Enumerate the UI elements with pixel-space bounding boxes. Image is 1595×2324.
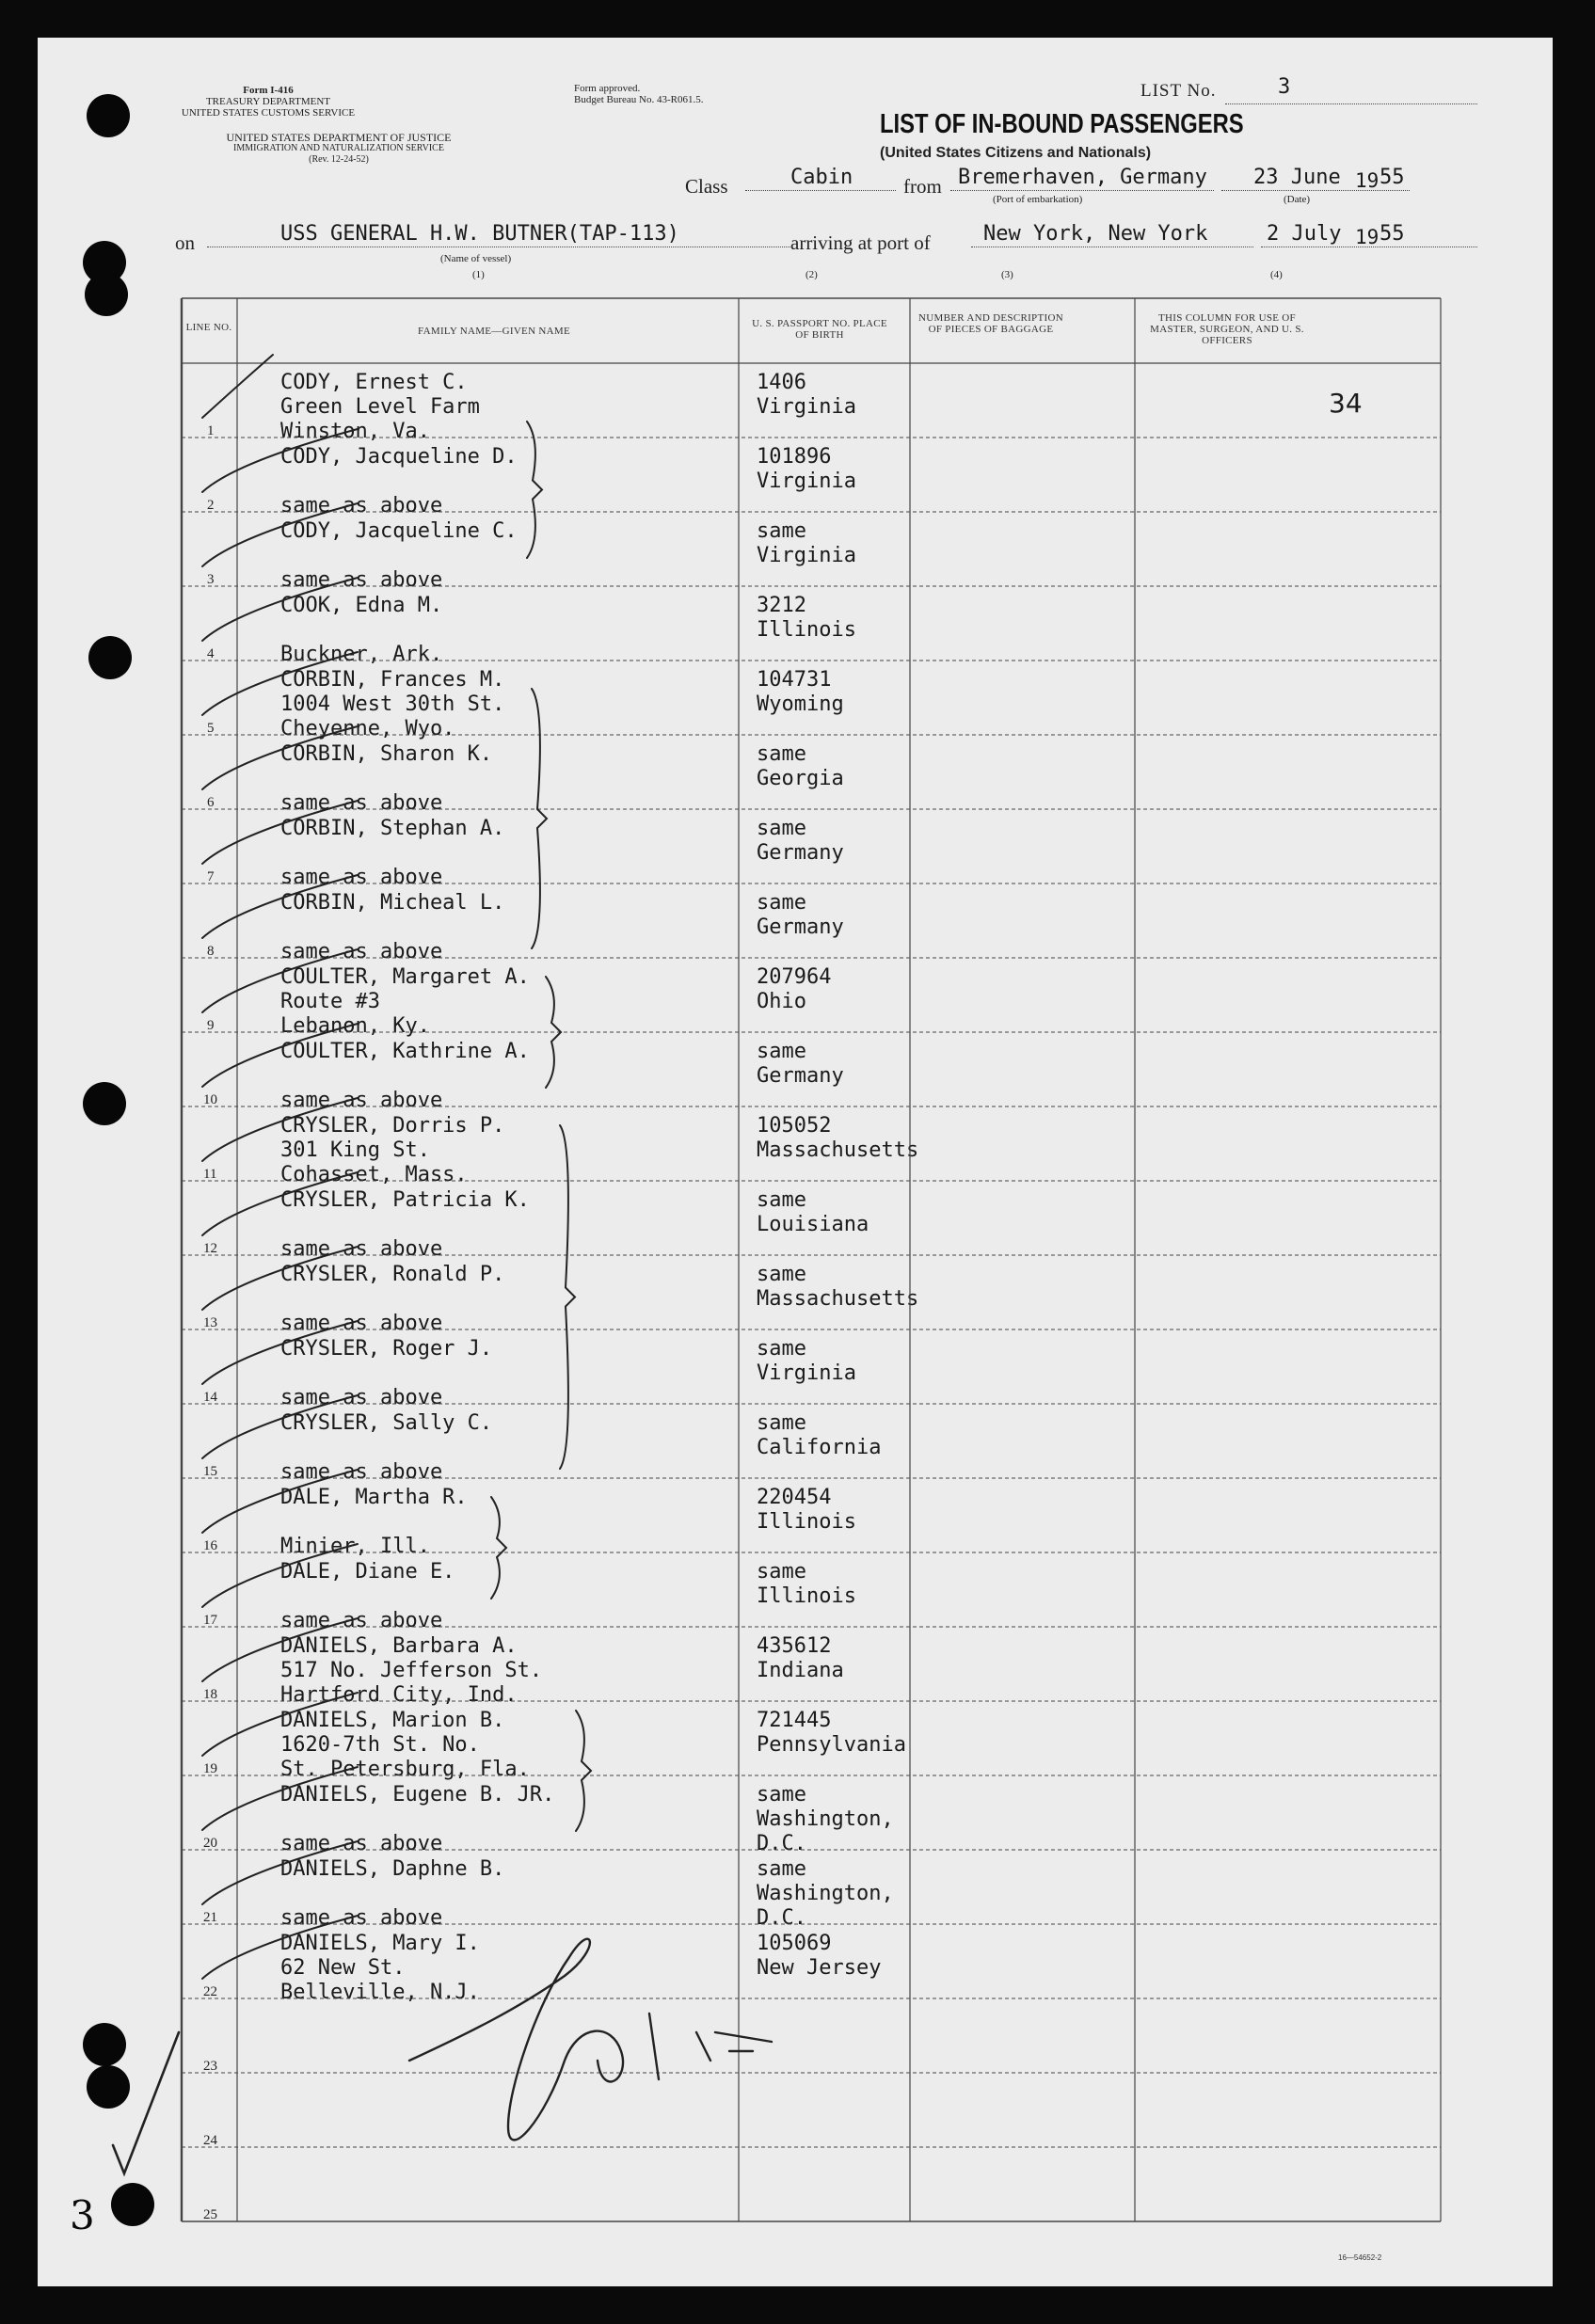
passenger-name: DANIELS, Mary I. [280, 1932, 480, 1955]
place-of-birth: D.C. [757, 1906, 806, 1930]
line-number: 2 [207, 498, 215, 513]
passport-number: same [757, 1411, 806, 1435]
table-grid [38, 38, 1553, 2286]
passenger-name: COOK, Edna M. [280, 594, 443, 617]
passenger-address: same as above [280, 1386, 443, 1409]
place-of-birth: Germany [757, 1064, 844, 1088]
passenger-address: Lebanon, Ky. [280, 1014, 430, 1038]
handwritten-mark [202, 429, 358, 492]
place-of-birth: Indiana [757, 1659, 844, 1682]
form-approved-text: Form approved. [574, 83, 641, 94]
place-of-birth: New Jersey [757, 1956, 882, 1980]
place-of-birth: Virginia [757, 395, 856, 419]
passenger-address: Winston, Va. [280, 420, 430, 443]
place-of-birth: Wyoming [757, 692, 844, 716]
passport-number: 721445 [757, 1709, 832, 1732]
line-number: 23 [203, 2059, 217, 2074]
handwritten-mark [202, 578, 358, 641]
arrival-date-day: 2 July [1267, 222, 1342, 246]
depart-date-prefix: 19 [1355, 169, 1380, 192]
handwritten-mark [202, 801, 358, 864]
line-number: 18 [203, 1687, 217, 1702]
handwritten-mark [202, 1693, 358, 1756]
passport-number: 1406 [757, 371, 806, 394]
passenger-address: 62 New St. [280, 1956, 406, 1980]
passport-number: 435612 [757, 1634, 832, 1658]
passport-number: same [757, 1337, 806, 1361]
passenger-name: CODY, Ernest C. [280, 371, 468, 394]
depart-date-year: 55 [1380, 166, 1405, 189]
arrival-date-prefix: 19 [1355, 226, 1380, 248]
depart-date-day: 23 June [1253, 166, 1341, 189]
on-label: on [175, 231, 195, 254]
place-of-birth: Washington, [757, 1807, 894, 1831]
passenger-address: St. Petersburg, Fla. [280, 1758, 530, 1781]
line-number: 25 [203, 2207, 217, 2222]
from-label: from [903, 175, 942, 198]
passenger-address: 1620-7th St. No. [280, 1733, 480, 1757]
line-number: 19 [203, 1761, 217, 1776]
handwritten-mark [202, 726, 358, 789]
handwritten-mark [202, 1098, 358, 1161]
line-number: 20 [203, 1836, 217, 1851]
passport-number: 105069 [757, 1932, 832, 1955]
passenger-name: DANIELS, Marion B. [280, 1709, 505, 1732]
header-baggage: NUMBER AND DESCRIPTION OF PIECES OF BAGGAGE [918, 312, 1063, 335]
passenger-address: same as above [280, 1460, 443, 1484]
passenger-address: Buckner, Ark. [280, 643, 443, 666]
passenger-name: DANIELS, Daphne B. [280, 1857, 505, 1881]
passenger-name: COULTER, Margaret A. [280, 965, 530, 989]
handwritten-mark [202, 503, 358, 566]
header-line-no: LINE NO. [185, 322, 232, 333]
passenger-address: same as above [280, 940, 443, 963]
passenger-address: same as above [280, 791, 443, 815]
place-of-birth: Virginia [757, 1361, 856, 1385]
passenger-address: 517 No. Jefferson St. [280, 1659, 543, 1682]
passenger-name: CORBIN, Sharon K. [280, 742, 493, 766]
from-value: Bremerhaven, Germany [958, 166, 1207, 189]
handwritten-mark [202, 1321, 358, 1384]
page-subtitle: (United States Citizens and Nationals) [880, 145, 1152, 161]
place-of-birth: Germany [757, 915, 844, 939]
passport-number: same [757, 1560, 806, 1584]
passenger-address: Cheyenne, Wyo. [280, 717, 455, 740]
place-of-birth: Illinois [757, 618, 856, 642]
passenger-address: Green Level Farm [280, 395, 480, 419]
passenger-name: CRYSLER, Patricia K. [280, 1188, 530, 1212]
line-number: 5 [207, 721, 215, 736]
arrival-port: New York, New York [983, 222, 1208, 246]
line-number: 9 [207, 1018, 215, 1033]
officer-note: 34 [1329, 388, 1363, 419]
line-number: 4 [207, 646, 215, 661]
handwritten-mark [202, 1470, 358, 1533]
handwritten-mark [202, 1247, 358, 1310]
passport-number: same [757, 891, 806, 915]
place-of-birth: Illinois [757, 1584, 856, 1608]
col-num-1: (1) [472, 269, 485, 280]
header-name: FAMILY NAME—GIVEN NAME [418, 326, 570, 337]
embark-caption: (Port of embarkation) [993, 194, 1083, 205]
passenger-name: DALE, Diane E. [280, 1560, 455, 1584]
line-number: 17 [203, 1613, 217, 1628]
passport-number: 220454 [757, 1486, 832, 1509]
place-of-birth: Washington, [757, 1882, 894, 1905]
passenger-address: same as above [280, 568, 443, 592]
arriving-label: arriving at port of [790, 231, 931, 254]
treasury-dept: TREASURY DEPARTMENT [205, 96, 331, 107]
line-number: 12 [203, 1241, 217, 1256]
passport-number: 3212 [757, 594, 806, 617]
passport-number: 101896 [757, 445, 832, 469]
place-of-birth: Germany [757, 841, 844, 865]
binder-hole [85, 273, 128, 316]
passenger-address: Route #3 [280, 990, 380, 1013]
budget-bureau-text: Budget Bureau No. 43-R061.5. [574, 94, 704, 105]
col-num-3: (3) [1001, 269, 1013, 280]
passenger-name: CODY, Jacqueline C. [280, 519, 518, 543]
handwritten-mark [527, 422, 542, 558]
place-of-birth: Georgia [757, 767, 844, 790]
line-number: 21 [203, 1910, 217, 1925]
passenger-name: CRYSLER, Dorris P. [280, 1114, 505, 1138]
place-of-birth: D.C. [757, 1832, 806, 1855]
line-number: 22 [203, 1984, 217, 1999]
handwritten-mark [491, 1497, 506, 1599]
passport-number: same [757, 742, 806, 766]
handwritten-mark [202, 1172, 358, 1235]
passenger-name: CORBIN, Micheal L. [280, 891, 505, 915]
line-number: 3 [207, 572, 215, 587]
passport-number: same [757, 1857, 806, 1881]
passenger-name: CRYSLER, Sally C. [280, 1411, 493, 1435]
handwritten-mark [202, 1544, 358, 1607]
date-caption: (Date) [1284, 194, 1311, 205]
passenger-name: CODY, Jacqueline D. [280, 445, 518, 469]
handwritten-mark [560, 1125, 575, 1469]
handwritten-mark [202, 1024, 358, 1087]
form-number: Form I-416 [243, 85, 294, 96]
line-number: 10 [203, 1092, 217, 1107]
place-of-birth: Louisiana [757, 1213, 869, 1236]
passenger-address: Minier, Ill. [280, 1535, 430, 1558]
handwritten-mark [202, 949, 358, 1012]
binder-hole [111, 2183, 154, 2226]
handwritten-mark [202, 1841, 358, 1904]
place-of-birth: Massachusetts [757, 1138, 919, 1162]
binder-hole [88, 636, 132, 679]
passport-number: same [757, 1188, 806, 1212]
passenger-address: same as above [280, 1237, 443, 1261]
line-number: 6 [207, 795, 215, 810]
place-of-birth: Virginia [757, 544, 856, 567]
ins-service: IMMIGRATION AND NATURALIZATION SERVICE [233, 143, 444, 153]
binder-hole [83, 1082, 126, 1125]
customs-service: UNITED STATES CUSTOMS SERVICE [181, 107, 356, 119]
place-of-birth: Illinois [757, 1510, 856, 1534]
binder-hole [83, 2023, 126, 2066]
place-of-birth: Massachusetts [757, 1287, 919, 1311]
passenger-address: same as above [280, 1312, 443, 1335]
line-number: 15 [203, 1464, 217, 1479]
handwritten-mark [202, 1395, 358, 1458]
passenger-address: same as above [280, 866, 443, 889]
passport-number: same [757, 817, 806, 840]
passenger-address: same as above [280, 1906, 443, 1930]
handwritten-mark [202, 1916, 358, 1979]
line-number: 13 [203, 1315, 217, 1330]
passport-number: 105052 [757, 1114, 832, 1138]
line-number: 14 [203, 1390, 217, 1405]
passport-number: 104731 [757, 668, 832, 692]
header-officers: THIS COLUMN FOR USE OF MASTER, SURGEON, AND U. S. OFFICERS [1150, 312, 1304, 346]
passenger-address: same as above [280, 1609, 443, 1632]
passenger-name: COULTER, Kathrine A. [280, 1040, 530, 1063]
line-number: 1 [207, 423, 215, 438]
line-number: 11 [203, 1167, 217, 1182]
handwritten-mark [202, 1618, 358, 1681]
passport-number: same [757, 1040, 806, 1063]
passenger-name: DANIELS, Eugene B. JR. [280, 1783, 555, 1807]
passport-number: same [757, 1263, 806, 1286]
manifest-page [38, 38, 1553, 2286]
page-title: LIST OF IN-BOUND PASSENGERS [880, 109, 1244, 139]
passenger-address: Belleville, N.J. [280, 1981, 480, 2004]
passenger-name: DANIELS, Barbara A. [280, 1634, 518, 1658]
place-of-birth: California [757, 1436, 882, 1459]
list-no-label: LIST No. [1140, 81, 1217, 101]
line-number: 16 [203, 1538, 217, 1553]
passenger-address: same as above [280, 1089, 443, 1112]
passenger-address: 301 King St. [280, 1138, 430, 1162]
handwritten-mark [202, 652, 358, 715]
line-number: 24 [203, 2133, 217, 2148]
place-of-birth: Ohio [757, 990, 806, 1013]
arrival-date-year: 55 [1380, 222, 1405, 246]
handwritten-mark [576, 1711, 591, 1831]
list-no-value: 3 [1278, 75, 1291, 99]
passenger-name: CORBIN, Stephan A. [280, 817, 505, 840]
line-number: 7 [207, 869, 215, 884]
revision-date: (Rev. 12-24-52) [309, 154, 369, 165]
margin-mark: 3 [66, 2192, 99, 2238]
handwritten-mark [202, 875, 358, 938]
passport-number: 207964 [757, 965, 832, 989]
place-of-birth: Virginia [757, 470, 856, 493]
passenger-address: same as above [280, 1832, 443, 1855]
place-of-birth: Pennsylvania [757, 1733, 906, 1757]
handwritten-mark [409, 1939, 772, 2141]
binder-hole [87, 2065, 130, 2109]
passenger-name: CRYSLER, Roger J. [280, 1337, 493, 1361]
handwritten-mark [532, 689, 547, 948]
col-num-4: (4) [1270, 269, 1283, 280]
vessel-name: USS GENERAL H.W. BUTNER(TAP-113) [280, 222, 679, 246]
class-label: Class [685, 175, 728, 198]
class-value: Cabin [790, 166, 853, 189]
passenger-name: DALE, Martha R. [280, 1486, 468, 1509]
passport-number: same [757, 519, 806, 543]
header-passport: U. S. PASSPORT NO. PLACE OF BIRTH [752, 318, 887, 341]
passenger-address: Cohasset, Mass. [280, 1163, 468, 1186]
print-code: 16—54652-2 [1338, 2253, 1382, 2262]
handwritten-mark [202, 1767, 358, 1830]
passenger-address: 1004 West 30th St. [280, 692, 505, 716]
passenger-name: CORBIN, Frances M. [280, 668, 505, 692]
passenger-address: same as above [280, 494, 443, 517]
vessel-caption: (Name of vessel) [440, 253, 512, 264]
passenger-name: CRYSLER, Ronald P. [280, 1263, 505, 1286]
line-number: 8 [207, 944, 215, 959]
binder-hole [87, 94, 130, 137]
col-num-2: (2) [805, 269, 818, 280]
passport-number: same [757, 1783, 806, 1807]
justice-dept: UNITED STATES DEPARTMENT OF JUSTICE [226, 131, 452, 144]
passenger-address: Hartford City, Ind. [280, 1683, 518, 1707]
